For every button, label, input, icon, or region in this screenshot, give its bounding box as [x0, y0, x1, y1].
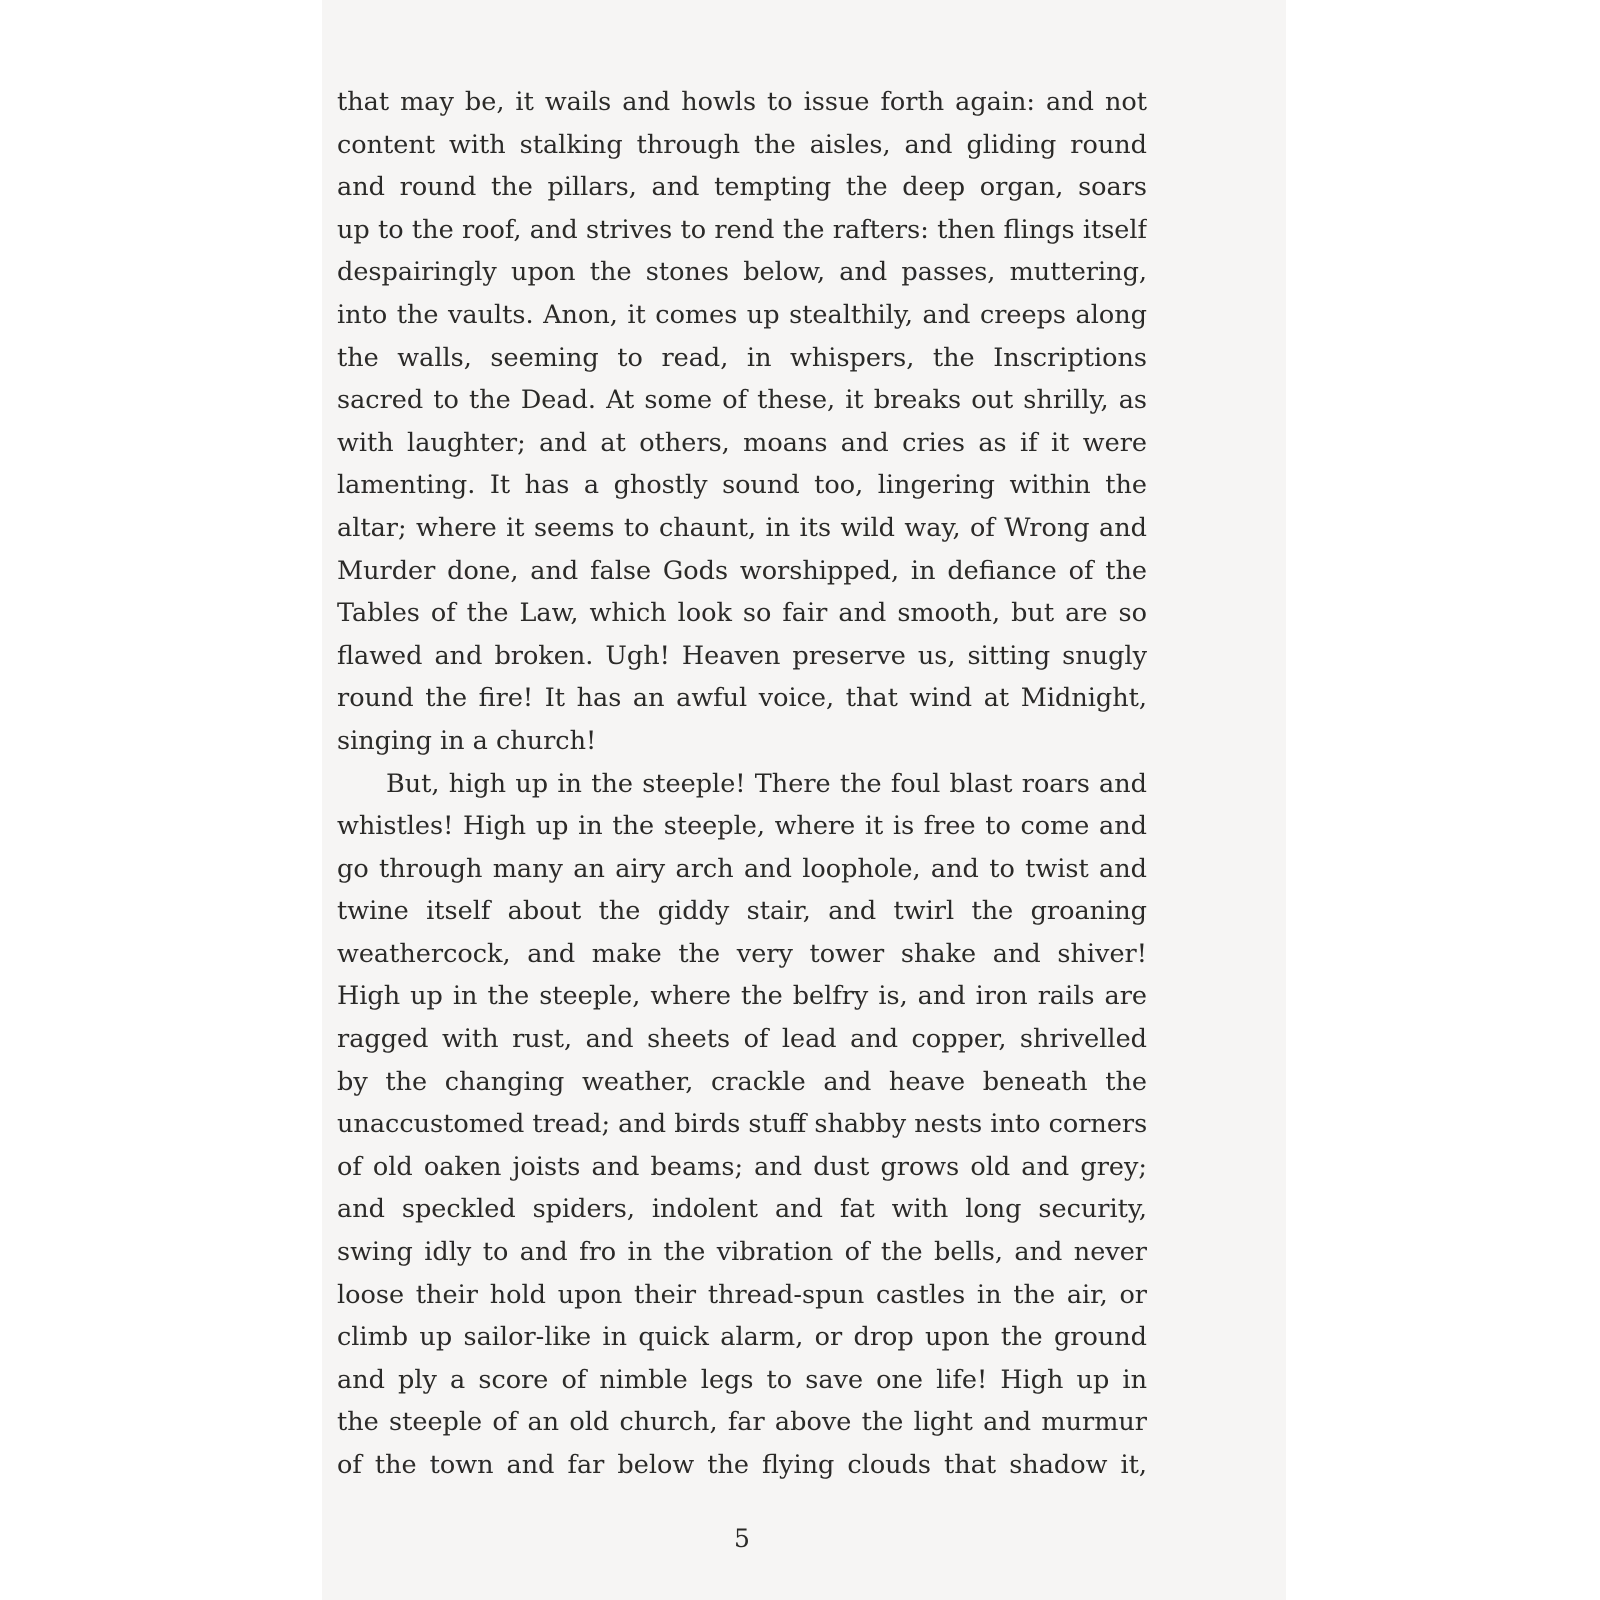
text-line: High up in the steeple, where the belfry is, and iron rails are — [337, 981, 1147, 1012]
text-line: the steeple of an old church, far above the light and murmur — [337, 1407, 1147, 1438]
text-line: lamenting. It has a ghostly sound too, lingering within the — [337, 470, 1147, 501]
text-line: and ply a score of nimble legs to save one life! High up in — [337, 1364, 1147, 1395]
text-line: climb up sailor-like in quick alarm, or drop upon the ground — [337, 1322, 1147, 1353]
text-line: weathercock, and make the very tower shake and shiver! — [337, 938, 1147, 969]
page-number: 5 — [734, 1524, 750, 1553]
text-line: unaccustomed tread; and birds stuff shabby nests into corners — [337, 1109, 1147, 1140]
text-line: by the changing weather, crackle and heave beneath the — [337, 1066, 1147, 1097]
text-line: of old oaken joists and beams; and dust grows old and grey; — [337, 1151, 1147, 1182]
text-line: of the town and far below the flying clouds that shadow it, — [337, 1450, 1147, 1480]
text-line: round the fire! It has an awful voice, that wind at Midnight, — [337, 683, 1147, 714]
text-line: Tables of the Law, which look so fair and smooth, but are so — [337, 598, 1147, 629]
text-line: into the vaults. Anon, it comes up stealthily, and creeps along — [337, 299, 1147, 330]
text-line: whistles! High up in the steeple, where it is free to come and — [337, 811, 1147, 842]
text-line: content with stalking through the aisles, and gliding round — [337, 129, 1147, 160]
text-line: loose their hold upon their thread-spun castles in the air, or — [337, 1279, 1147, 1310]
text-line: flawed and broken. Ugh! Heaven preserve us, sitting snugly — [337, 640, 1147, 671]
text-line: ragged with rust, and sheets of lead and copper, shrivelled — [337, 1024, 1147, 1055]
book-page — [322, 0, 1286, 1600]
text-line: and round the pillars, and tempting the deep organ, soars — [337, 172, 1147, 203]
text-line: go through many an airy arch and loophole, and to twist and — [337, 853, 1147, 884]
text-line: despairingly upon the stones below, and passes, muttering, — [337, 257, 1147, 288]
text-line: up to the roof, and strives to rend the rafters: then flings itself — [337, 214, 1147, 245]
body-text — [337, 81, 1147, 1487]
paragraph-start-line: But, high up in the steeple! There the foul blast roars and — [386, 768, 1147, 799]
text-line: sacred to the Dead. At some of these, it breaks out shrilly, as — [337, 385, 1147, 416]
text-line: Murder done, and false Gods worshipped, in defiance of the — [337, 555, 1147, 586]
text-line: with laughter; and at others, moans and cries as if it were — [337, 427, 1147, 458]
text-line: that may be, it wails and howls to issue forth again: and not — [337, 87, 1147, 117]
text-line: altar; where it seems to chaunt, in its wild way, of Wrong and — [337, 512, 1147, 543]
paragraph-end-line: singing in a church! — [337, 725, 597, 756]
text-line: the walls, seeming to read, in whispers, the Inscriptions — [337, 342, 1147, 373]
text-line: twine itself about the giddy stair, and twirl the groaning — [337, 896, 1147, 927]
text-line: swing idly to and fro in the vibration of the bells, and never — [337, 1237, 1147, 1268]
text-line: and speckled spiders, indolent and fat with long security, — [337, 1194, 1147, 1225]
